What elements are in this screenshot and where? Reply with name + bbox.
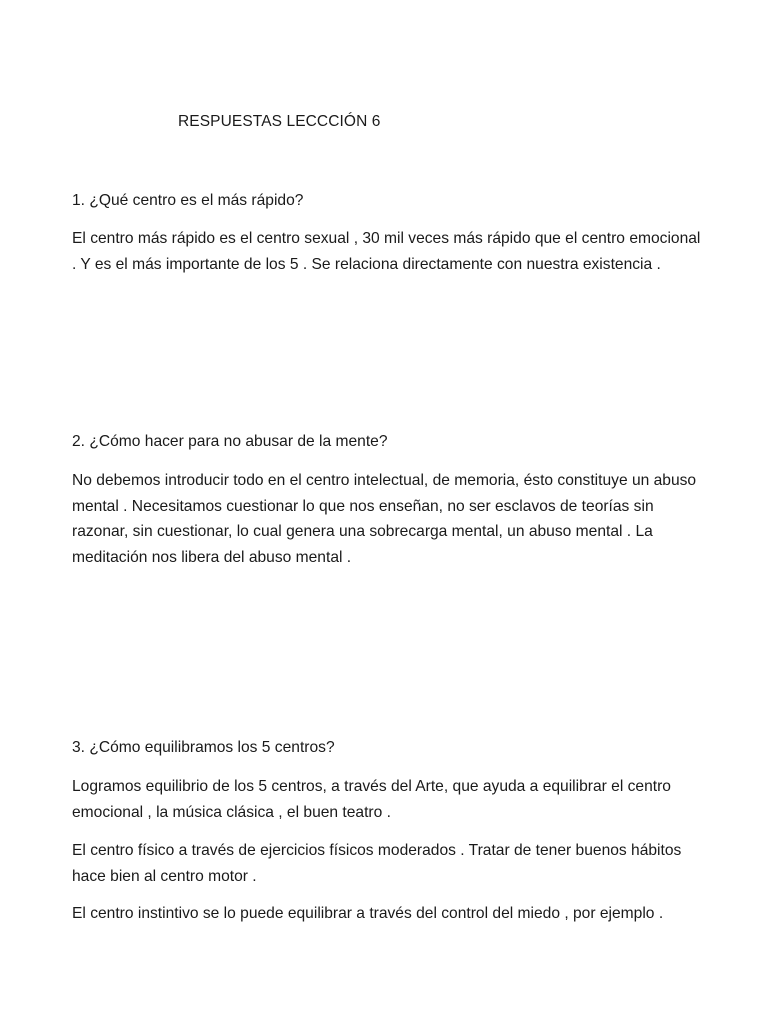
answer-1-paragraph-1: El centro más rápido es el centro sexual , 30 mil veces más rápido que el centro emocional . Y es el más importante de los 5 . Se relaciona directamente con nuestra existencia . — [72, 230, 701, 273]
answer-3-paragraph-2: El centro físico a través de ejercicios físicos moderados . Tratar de tener buenos hábitos hace bien al centro motor . — [72, 842, 682, 885]
answer-3-part-2 — [72, 838, 702, 889]
question-3: 3. ¿Cómo equilibramos los 5 centros? — [72, 739, 335, 756]
answer-2 — [72, 468, 702, 570]
document-title: RESPUESTAS LECCCIÓN 6 — [178, 113, 381, 130]
answer-2-paragraph-1: No debemos introducir todo en el centro intelectual, de memoria, ésto constituye un abuso mental . Necesitamos cuestionar lo que nos enseñan, no ser esclavos de teorías sin razonar, sin cuestionar, lo cual genera una sobrecarga mental, un abuso mental . La meditación nos libera del abuso mental . — [72, 472, 697, 566]
answer-3-part-1 — [72, 774, 702, 825]
answer-3-paragraph-1: Logramos equilibrio de los 5 centros, a través del Arte, que ayuda a equilibrar el centro emocional , la música clásica , el buen teatro . — [72, 778, 671, 821]
answer-1 — [72, 226, 702, 277]
question-1: 1. ¿Qué centro es el más rápido? — [72, 192, 304, 209]
answer-3-part-3 — [72, 901, 702, 927]
answer-3-paragraph-3: El centro instintivo se lo puede equilibrar a través del control del miedo , por ejemplo . — [72, 905, 664, 922]
question-2: 2. ¿Cómo hacer para no abusar de la mente? — [72, 433, 388, 450]
